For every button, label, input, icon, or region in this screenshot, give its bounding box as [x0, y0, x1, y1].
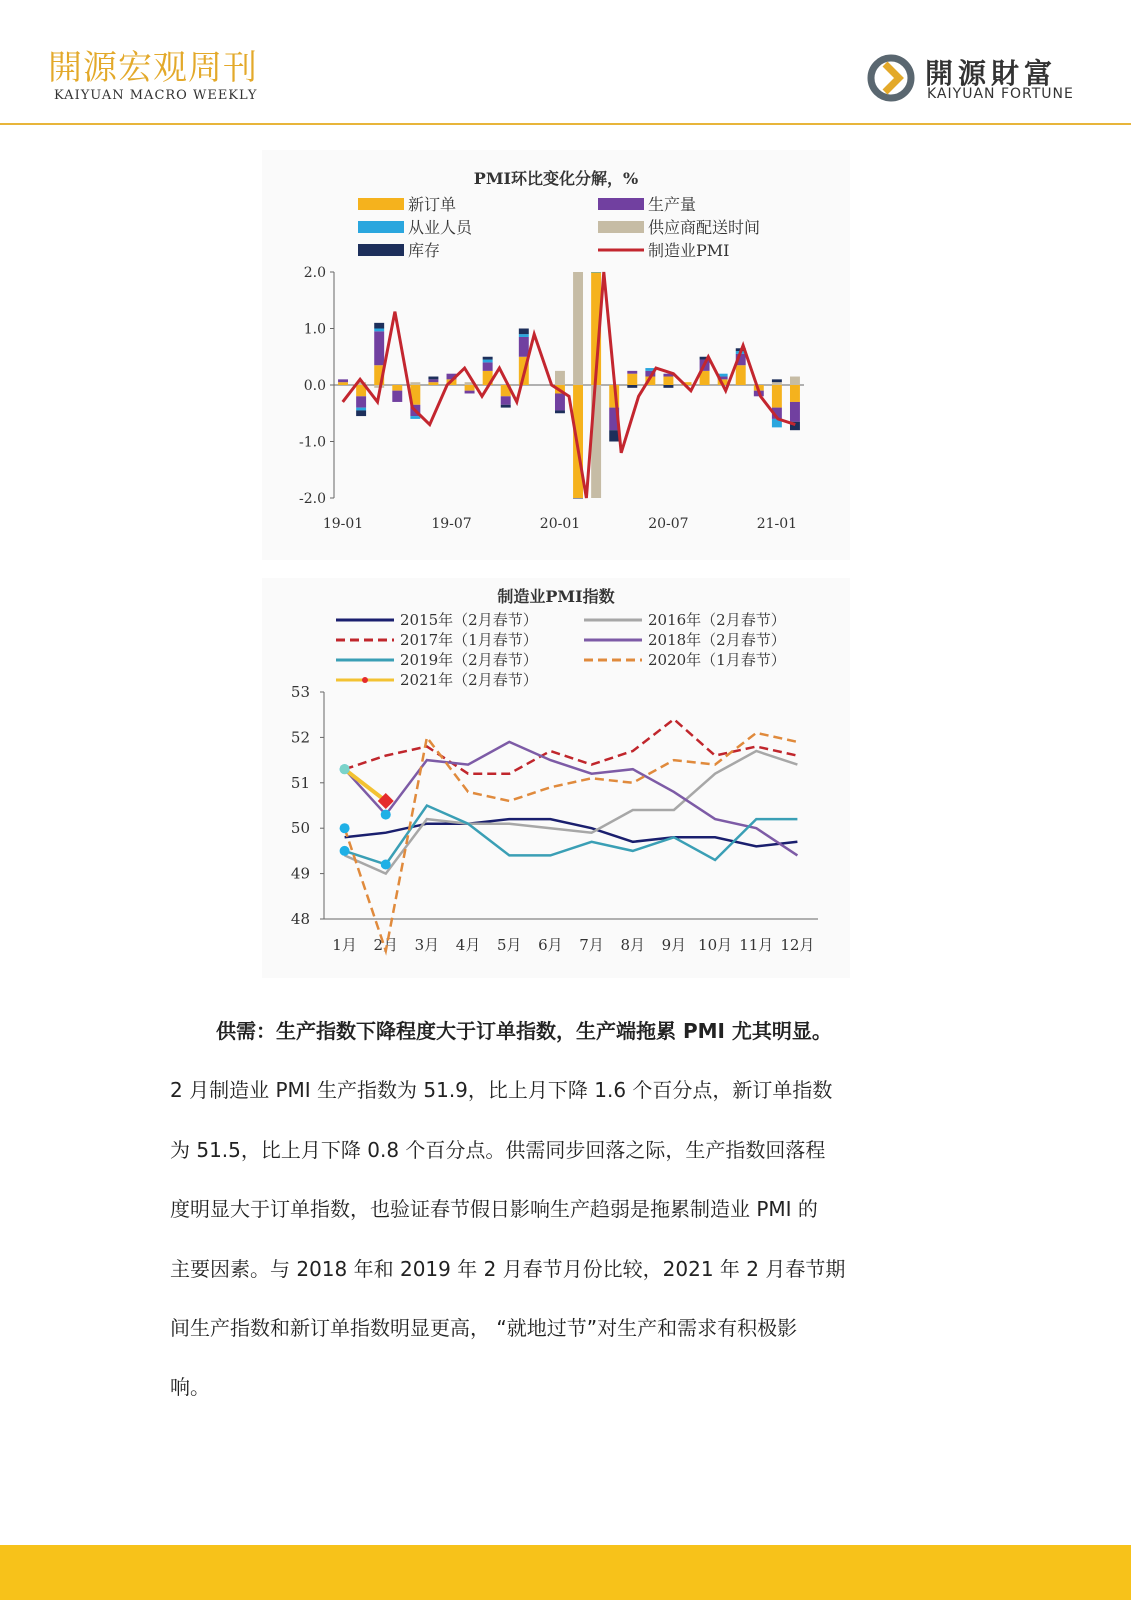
bar-segment	[555, 371, 565, 385]
x-tick-label: 21-01	[756, 516, 798, 532]
footer-bar	[0, 1545, 1131, 1600]
bar-segment	[410, 416, 420, 419]
series-line	[345, 769, 386, 801]
legend-swatch	[598, 198, 644, 210]
paragraph-line: 度明显大于订单指数，也验证春节假日影响生产趋弱是拖累制造业 PMI 的	[170, 1197, 818, 1222]
paragraph-line: 主要因素。与 2018 年和 2019 年 2 月春节月份比较，2021 年 2 月春节期	[170, 1256, 846, 1281]
legend-label: 供应商配送时间	[648, 218, 761, 237]
y-tick-label: 51	[290, 773, 310, 792]
y-tick-label: 48	[290, 910, 310, 928]
bar-segment	[483, 357, 493, 360]
bar-segment	[790, 402, 800, 422]
paragraph-line: 2 月制造业 PMI 生产指数为 51.9，比上月下降 1.6 个百分点，新订单指数	[170, 1078, 833, 1103]
report-title: 開源宏观周刊	[48, 48, 258, 88]
paragraph-line: 为 51.5，比上月下降 0.8 个百分点。供需同步回落之际，生产指数回落程	[170, 1137, 826, 1162]
legend-label: 生产量	[648, 195, 697, 214]
bar-segment	[555, 410, 565, 413]
body-paragraph	[170, 1002, 960, 1418]
bar-segment	[338, 379, 348, 382]
pmi-index-svg	[262, 578, 850, 978]
pmi-decomposition-chart	[262, 150, 850, 560]
bar-segment	[392, 385, 402, 391]
bar-segment	[627, 371, 637, 374]
x-tick-label: 1月	[332, 936, 357, 954]
bar-segment	[392, 391, 402, 402]
legend-swatch	[358, 198, 404, 210]
pmi-index-chart	[262, 578, 850, 978]
legend-swatch	[358, 221, 404, 233]
legend-swatch	[358, 244, 404, 256]
bar-segment	[627, 374, 637, 385]
bar-segment	[501, 405, 511, 408]
legend-label: 新订单	[408, 195, 457, 214]
bar-segment	[428, 379, 438, 382]
x-tick-label: 12月	[780, 936, 815, 954]
bar-segment	[356, 410, 366, 416]
bar-segment	[356, 396, 366, 407]
bar-segment	[663, 377, 673, 385]
bar-segment	[519, 337, 529, 357]
x-tick-label: 10月	[698, 936, 733, 954]
bar-segment	[573, 272, 583, 385]
y-tick-label: -1.0	[299, 434, 326, 451]
bar-segment	[609, 430, 619, 441]
x-tick-label: 6月	[538, 936, 563, 954]
bar-segment	[374, 329, 384, 332]
legend-label: 2021年（2月春节）	[400, 671, 538, 689]
chart-title: PMI环比变化分解，%	[473, 169, 639, 188]
bar-segment	[591, 272, 601, 273]
bar-segment	[465, 391, 475, 394]
bar-segment	[790, 385, 800, 402]
bar-segment	[772, 385, 782, 408]
bar-segment	[736, 365, 746, 385]
x-tick-label: 19-01	[322, 516, 364, 532]
legend-swatch	[598, 221, 644, 233]
bar-segment	[483, 362, 493, 370]
bar-segment	[519, 329, 529, 335]
x-tick-label: 20-07	[648, 516, 689, 532]
kaiyuan-logo-icon	[865, 52, 917, 104]
data-point	[340, 764, 350, 774]
paragraph-line: 响。	[170, 1375, 210, 1400]
y-tick-label: 53	[290, 683, 310, 701]
data-point	[381, 810, 391, 820]
bar-segment	[627, 385, 637, 388]
bar-segment	[519, 334, 529, 337]
y-tick-label: 52	[290, 728, 310, 747]
bar-segment	[428, 377, 438, 380]
bar-segment	[790, 377, 800, 385]
x-tick-label: 8月	[620, 936, 646, 954]
legend-label: 2019年（2月春节）	[400, 651, 538, 669]
y-tick-label: 50	[290, 819, 310, 838]
paragraph-heading: 供需：生产指数下降程度大于订单指数，生产端拖累 PMI 尤其明显。	[216, 1019, 832, 1043]
data-point	[340, 823, 350, 833]
bar-segment	[555, 393, 565, 410]
legend-label: 2016年（2月春节）	[648, 611, 786, 629]
x-tick-label: 9月	[661, 936, 687, 954]
x-tick-label: 20-01	[539, 516, 581, 532]
y-tick-label: 0.0	[303, 378, 326, 394]
bar-segment	[483, 360, 493, 363]
bar-segment	[374, 331, 384, 365]
y-tick-label: 1.0	[303, 321, 326, 338]
bar-segment	[501, 396, 511, 404]
x-tick-label: 5月	[496, 936, 522, 954]
x-tick-label: 2月	[373, 936, 399, 954]
x-tick-label: 7月	[579, 936, 604, 954]
y-tick-label: 2.0	[303, 265, 326, 281]
bar-segment	[374, 323, 384, 329]
x-tick-label: 4月	[455, 936, 481, 954]
bar-segment	[410, 382, 420, 385]
bar-segment	[573, 498, 583, 499]
legend-label: 从业人员	[408, 218, 473, 237]
bar-segment	[338, 382, 348, 385]
pmi-decomposition-svg	[262, 150, 850, 560]
bar-segment	[663, 385, 673, 388]
bar-segment	[356, 408, 366, 411]
x-tick-label: 11月	[739, 936, 774, 954]
report-subtitle: KAIYUAN MACRO WEEKLY	[54, 88, 258, 103]
legend-label: 制造业PMI	[648, 241, 730, 260]
x-tick-label: 19-07	[431, 516, 472, 532]
legend-label: 库存	[408, 241, 441, 260]
bar-segment	[772, 382, 782, 385]
bar-segment	[772, 379, 782, 382]
data-point	[381, 860, 391, 870]
legend-label: 2017年（1月春节）	[400, 631, 538, 649]
header-divider	[0, 123, 1131, 125]
legend-label: 2015年（2月春节）	[400, 611, 538, 629]
bar-segment	[428, 382, 438, 385]
brand-logo	[865, 52, 1095, 106]
chart-title: 制造业PMI指数	[497, 587, 615, 606]
y-tick-label: 49	[290, 864, 310, 883]
y-tick-label: -2.0	[299, 491, 326, 507]
legend-label: 2018年（2月春节）	[648, 631, 786, 649]
data-point	[340, 846, 350, 856]
legend-marker	[362, 677, 368, 683]
brand-name-en: KAIYUAN FORTUNE	[927, 86, 1074, 102]
x-tick-label: 3月	[414, 936, 440, 954]
bar-segment	[465, 385, 475, 391]
paragraph-line: 间生产指数和新订单指数明显更高， “就地过节”对生产和需求有积极影	[170, 1315, 798, 1340]
legend-label: 2020年（1月春节）	[648, 651, 786, 669]
brand-name-cn: 開源財富	[925, 57, 1058, 90]
